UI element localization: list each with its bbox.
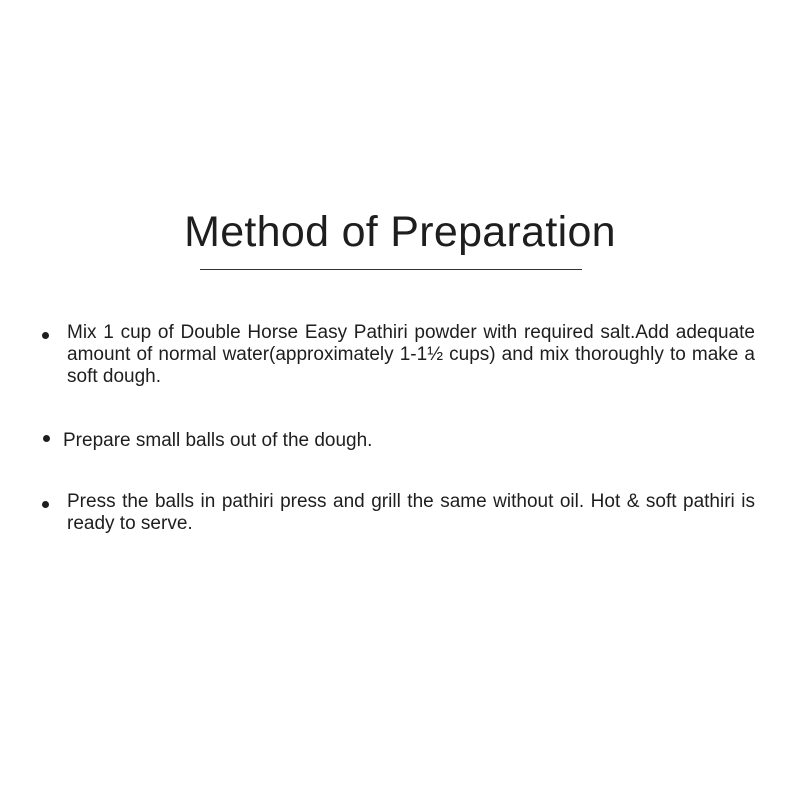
step-item (42, 491, 755, 535)
title-divider (200, 269, 582, 270)
step-text: Prepare small balls out of the dough. (63, 430, 373, 451)
bullet-dot-icon (42, 501, 49, 508)
step-text: Press the balls in pathiri press and grill the same without oil. Hot & soft pathiri is ready to serve. (67, 491, 755, 534)
page-title: Method of Preparation (184, 208, 616, 256)
step-item (42, 322, 755, 388)
step-text: Mix 1 cup of Double Horse Easy Pathiri powder with required salt.Add adequate amount of normal water(approximately 1-1½ cups) and mix thoroughly to make a soft dough. (67, 322, 755, 387)
bullet-dot-icon (43, 435, 50, 442)
step-item (42, 430, 755, 452)
bullet-dot-icon (42, 332, 49, 339)
